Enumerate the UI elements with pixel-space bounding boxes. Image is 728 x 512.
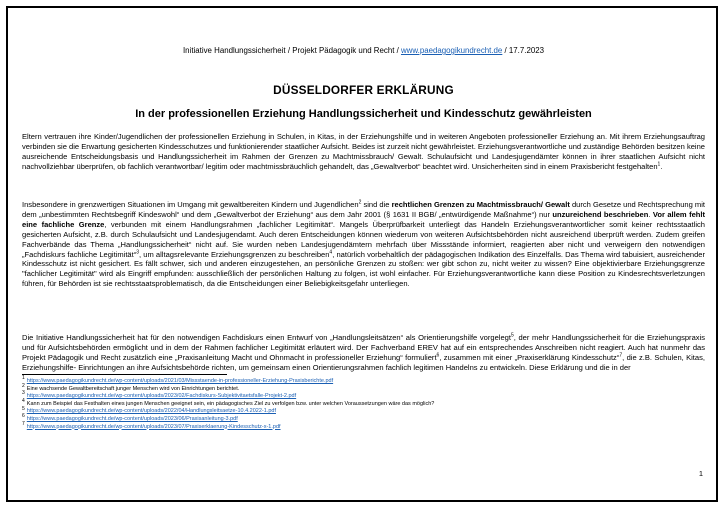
paragraph-2 — [22, 200, 705, 289]
page-number: 1 — [698, 469, 703, 478]
footnote-number: 3 — [22, 390, 25, 397]
footnote — [22, 420, 705, 432]
footnote-link[interactable]: https://www.paedagogikundrecht.de/wp-content/uploads/2022/04/Handlungsleitsaetze-10.4.2022-1.pdf — [26, 408, 276, 415]
paragraph-3 — [22, 333, 705, 373]
footnote-ref-1[interactable]: 1 — [657, 161, 661, 168]
paragraph-3-text: Die Initiative Handlungssicherheit hat für den notwendigen Fachdiskurs einen Entwurf von „Handlungsleitsätzen“ als Orientierungshilfe vorgelegt — [22, 333, 511, 342]
footnote — [22, 390, 705, 401]
emphasis-missing-professional-limit: Vor allem fehlt eine fachliche Grenze — [22, 209, 705, 229]
footnote — [22, 413, 705, 424]
page-header — [22, 46, 705, 55]
footnote-link[interactable]: https://www.paedagogikundrecht.de/wp-content/uploads/2023/06/Praxisanleitung-3.pdf — [26, 415, 238, 422]
footnotes — [22, 375, 705, 431]
footnote-ref-2[interactable]: 2 — [358, 199, 362, 206]
footnote-ref-7[interactable]: 7 — [619, 352, 623, 359]
footnote-ref-5[interactable]: 5 — [510, 332, 514, 339]
footnote-number: 6 — [22, 413, 25, 420]
paragraph-2-text: , natürlich vorbehaltlich der pädagogischen Indikation des Einzelfalls. Das Thema wird tabuisiert, ausreichender Kindesschutz ist nicht gesichert. Es fällt schwer, sich und anderen einzugestehen, an persönliche Grenzen zu stoßen: wer gibt schon zu, nicht weiter zu wissen? Eine objektivierbare Erziehungsgrenze "fachlicher Legitimität" wird als Eingriff empfunden: ausschließlich der persönlichen Haltung zu folgen, ist wohl einfacher. Für Erziehungsverantwortliche kann diese Position zu Kindesrechtsverletzungen führen, für Behörden ist sie rechtsstaatsproblematisch, da die Entscheidungen einer Beliebigkeitsgefahr unterliegen. — [22, 249, 706, 289]
footnote-divider — [22, 374, 227, 375]
footnote-text: Kann zum Beispiel das Festhalten eines jungen Menschen geeignet sein, ein pädagogisches Ziel zu verfolgen bzw. unter welchen Voraussetzungen wäre das möglich? — [26, 400, 435, 407]
paragraph-2-text: Insbesondere in grenzwertigen Situationen im Umgang mit gewaltbereiten Kindern und Jugendlichen — [22, 200, 359, 209]
header-prefix: Initiative Handlungssicherheit / Projekt Pädagogik und Recht / — [182, 46, 401, 55]
footnote-number: 2 — [22, 382, 25, 389]
footnote-ref-3[interactable]: 3 — [136, 249, 140, 256]
footnote-link[interactable]: https://www.paedagogikundrecht.de/wp-content/uploads/2023/02/Fachdiskurs-Subjektivitaetsfalle-Projekt-2.pdf — [26, 393, 297, 400]
paragraph-3-text: , die z.B. Schulen, Kitas, Erziehungshilfe- Einrichtungen an ihre Aufsichtsbehörde richten, um gemeinsam einen Orientierungsrahmen fachlich legitimen Handelns zu entwickeln. Diese Erklärung und die in der — [22, 352, 705, 372]
paragraph-1 — [22, 132, 705, 172]
paragraph-2-text: . — [648, 209, 653, 219]
footnote-link[interactable]: https://www.paedagogikundrecht.de/wp-content/uploads/2023/07/Praxiserklaerung-Kindesschutz-x-1.pdf — [26, 423, 281, 430]
paragraph-2-text: , um alltagsrelevante Erziehungsgrenzen zu beschreiben — [139, 249, 330, 259]
footnote-number: 7 — [22, 420, 25, 427]
paragraph-2-text: sind die — [361, 200, 392, 209]
footnote — [22, 405, 705, 416]
header-website-link[interactable]: www.paedagogikundrecht.de — [400, 46, 503, 55]
footnote-ref-6[interactable]: 6 — [436, 352, 440, 359]
footnote-number: 5 — [22, 405, 25, 412]
footnote-link[interactable]: https://www.paedagogikundrecht.de/wp-content/uploads/2021/03/Missstaende-in-professioneller-Erziehung-Praxisberichte.pdf — [26, 378, 334, 384]
paragraph-3-text: , der mehr Handlungssicherheit für die Erziehungspraxis und für Aufsichtsbehörden ermöglicht und in dem der Rahmen fachlicher Legitimität erläutert wird. Der Fachverband EREV hat auf ein entsprechendes Anschreiben nicht reagiert. Auch hat nunmehr das Projekt Pädagogik und Recht zusätzlich eine „Praxisanleitung Macht und Ohnmacht in professioneller Erziehung“ formuliert — [22, 333, 705, 362]
emphasis-legal-limits: rechtlichen Grenzen zu Machtmissbrauch/ Gewalt — [391, 200, 570, 209]
paragraph-2-text: , verbunden mit einem Handlungsrahmen „fachlicher Legitimität“. Mangels Überprüfbarkeit unterliegt das Handeln Erziehungsverantwortlicher somit keiner rechtsstaatlich gesicherten Aufsicht, z.B. durch Schulaufsicht und Landesjugendamt. Auch deren Entscheidungen können wiederum von weiteren Aufsichtsbehörden nicht ausreichend überprüft werden. Zudem greifen Fachverbände das Thema „Handlungssicherheit“ nicht auf. Sie wurden neben Landesjugendämtern mehrfach über Missstände informiert, reagierten aber nicht und verweigern den notwendigen „Fachdiskurs fachliche Legitimität“ — [22, 219, 705, 259]
paragraph-1-end: . — [660, 161, 663, 171]
document-title: DÜSSELDORFER ERKLÄRUNG — [273, 83, 454, 97]
footnote-number: 1 — [22, 375, 25, 382]
document-subtitle: In der professionellen Erziehung Handlungssicherheit und Kindesschutz gewährleisten — [135, 108, 592, 120]
footnote-ref-4[interactable]: 4 — [329, 249, 333, 256]
footnote-text: Eine wachsende Gewaltbereitschaft junger Menschen wird von Einrichtungen berichtet. — [26, 385, 240, 392]
header-date: / 17.7.2023 — [502, 46, 545, 55]
emphasis-insufficiently-described: unzureichend beschrieben — [552, 209, 649, 219]
paragraph-1-text: Eltern vertrauen ihre Kinder/Jugendlichen der professionellen Erziehung in Schulen, in Kitas, in der Erziehungshilfe und in weiteren Angeboten professioneller Erziehung an. Mit ihrem Erziehungsauftrag verbinden sie die Erwartung gesicherten Kindesschutzes und funktionierender staatlicher Aufsicht. Beides ist zurzeit nicht gewährleistet. Erziehungsverantwortliche und zuständige Behörden besitzen keine ausreichende Entscheidungsbasis und Handlungssicherheit im Rahmen der Grenzen zu Machtmissbrauch/ Gewalt. Schulaufsicht und Landesjugendämter können in ihrer staatlichen Aufsicht nicht nachvollziehbar überprüfen, ob fachlich verantwortbar/ legitim oder machtmissbräuchlich gehandelt, das „Gewaltverbot“ beachtet wird. Unsicherheiten sind in einem Praxisbericht festgehalten — [22, 132, 705, 171]
document-page — [6, 6, 718, 502]
paragraph-2-text: durch Gesetze und Rechtsprechung mit dem „unbestimmten Rechtsbegriff Kindeswohl“ und dem „Gewaltverbot der Erziehung“ aus dem Jahr 2001 (§ 1631 II BGB/ „entwürdigende Maßnahme“) nur — [22, 200, 705, 219]
paragraph-3-text: , zusammen mit einer „Praxiserklärung Kindesschutz“ — [439, 352, 620, 362]
footnote-number: 4 — [22, 397, 25, 404]
footnote — [22, 375, 705, 386]
